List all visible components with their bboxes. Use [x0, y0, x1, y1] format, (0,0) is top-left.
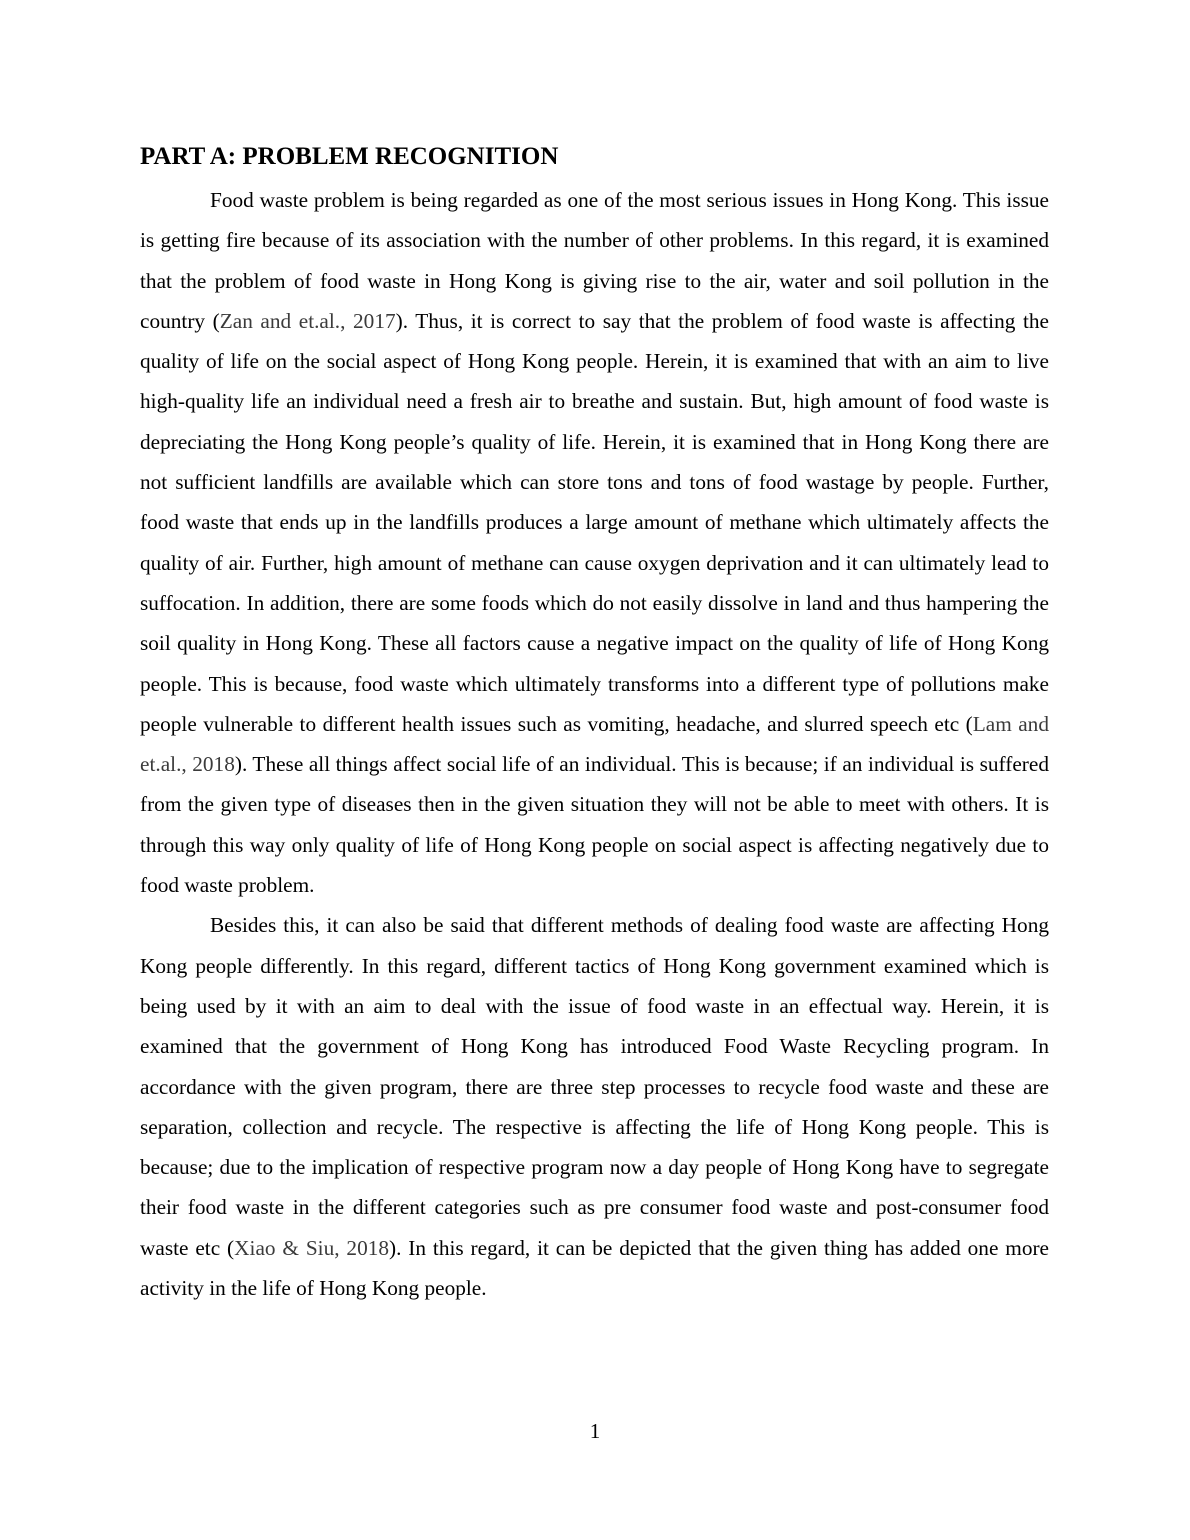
citation-xiao-siu-2018: Xiao & Siu, 2018 [234, 1235, 390, 1260]
citation-zan-2017: Zan and et.al., 2017 [219, 308, 396, 333]
paragraph-1-text-b: ). Thus, it is correct to say that the problem of food waste is affecting the quality of life on the social aspect of Hong Kong people. Herein, it is examined that with an aim to live high-quality life an individual need a fresh air to breathe and sustain. But, high amount of food waste is depreciating the Hong Kong people’s quality of life. Herein, it is examined that in Hong Kong there are not sufficient landfills are available which can store tons and tons of food wastage by people. Further, food waste that ends up in the landfills produces a large amount of methane which ultimately affects the quality of air. Further, high amount of methane can cause oxygen deprivation and it can ultimately lead to suffocation. In addition, there are some foods which do not easily dissolve in land and thus hampering the soil quality in Hong Kong. These all factors cause a negative impact on the quality of life of Hong Kong people. This is because, food waste which ultimately transforms into a different type of pollutions make people vulnerable to different health issues such as vomiting, headache, and slurred speech etc ( [140, 308, 1049, 736]
section-heading: PART A: PROBLEM RECOGNITION [140, 143, 559, 170]
citation-lam-2018: Lam and et.al., 2018 [140, 711, 1049, 777]
paragraph-1 [140, 180, 1049, 905]
paragraph-2-text-a: Besides this, it can also be said that different methods of dealing food waste are affecting Hong Kong people differently. In this regard, different tactics of Hong Kong government examined which is being used by it with an aim to deal with the issue of food waste in an effectual way. Herein, it is examined that the government of Hong Kong has introduced Food Waste Recycling program. In accordance with the given program, there are three step processes to recycle food waste and these are separation, collection and recycle. The respective is affecting the life of Hong Kong people. This is because; due to the implication of respective program now a day people of Hong Kong have to segregate their food waste in the different categories such as pre consumer food waste and post-consumer food waste etc ( [140, 913, 1049, 1260]
page-number: 1 [589, 1419, 601, 1443]
document-page [140, 140, 1049, 1308]
paragraph-2 [140, 905, 1049, 1308]
paragraph-1-text-a: Food waste problem is being regarded as one of the most serious issues in Hong Kong. This issue is getting fire because of its association with the number of other problems. In this regard, it is examined that the problem of food waste in Hong Kong is giving rise to the air, water and soil pollution in the country ( [140, 188, 1049, 333]
paragraph-2-text-b: ). In this regard, it can be depicted that the given thing has added one more activity in the life of Hong Kong people. [140, 1235, 1050, 1301]
paragraph-1-text-c: ). These all things affect social life of an individual. This is because; if an individual is suffered from the given type of diseases then in the given situation they will not be able to meet with others. It is through this way only quality of life of Hong Kong people on social aspect is affecting negatively due to food waste problem. [140, 752, 1049, 898]
